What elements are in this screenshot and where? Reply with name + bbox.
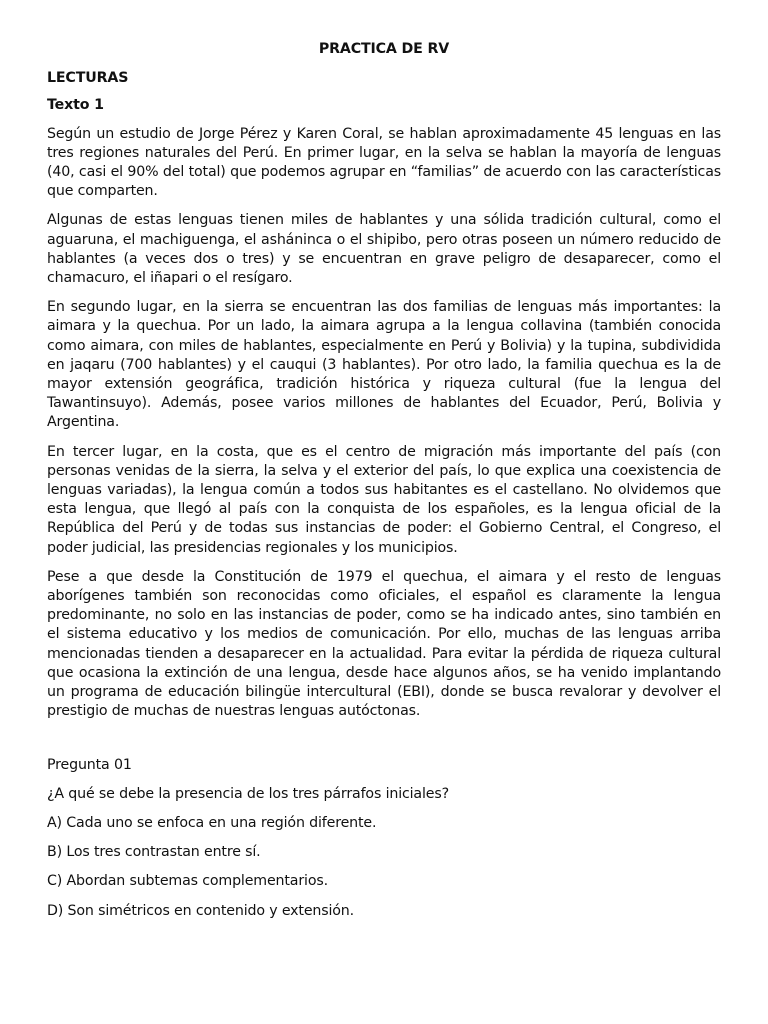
paragraph: En tercer lugar, en la costa, que es el centro de migración más importante del país (con personas venidas de la sierra, la selva y el exterior del país, lo que explica una coexistencia de lenguas variadas), la lengua común a todos sus habitantes es el castellano. No olvidemos que esta lengua, que llegó al país con la conquista de los españoles, es la lengua oficial de la República del Perú y de todas sus instancias de poder: el Gobierno Central, el Congreso, el poder judicial, las presidencias regionales y los municipios. xyxy=(47,443,721,556)
answer-option-b: B) Los tres contrastan entre sí. xyxy=(47,844,261,861)
question-prompt: ¿A qué se debe la presencia de los tres párrafos iniciales? xyxy=(47,785,449,802)
question-label: Pregunta 01 xyxy=(47,756,132,773)
paragraph: Algunas de estas lenguas tienen miles de hablantes y una sólida tradición cultural, como el aguaruna, el machiguenga, el asháninca o el shipibo, pero otras poseen un número reducido de hablantes (a veces dos o tres) y se encuentran en grave peligro de desaparecer, como el chamacuro, el iñapari o el resígaro. xyxy=(47,212,721,287)
answer-option-a: A) Cada uno se enfoca en una región diferente. xyxy=(47,814,377,831)
document-page xyxy=(47,40,721,931)
paragraph: Pese a que desde la Constitución de 1979 el quechua, el aimara y el resto de lenguas aborígenes también son reconocidas como oficiales, el español es claramente la lengua predominante, no solo en las instancias de poder, como se ha indicado antes, sino también en el sistema educativo y los medios de comunicación. Por ello, muchas de las lenguas arriba mencionadas tienden a desaparecer en la actualidad. Para evitar la pérdida de riqueza cultural que ocasiona la extinción de una lengua, desde hace algunos años, se ha venido implantando un programa de educación bilingüe intercultural (EBI), donde se busca revalorar y devolver el prestigio de muchas de nuestras lenguas autóctonas. xyxy=(47,568,721,720)
answer-option-c: C) Abordan subtemas complementarios. xyxy=(47,873,328,890)
paragraph: Según un estudio de Jorge Pérez y Karen Coral, se hablan aproximadamente 45 lenguas en las tres regiones naturales del Perú. En primer lugar, en la selva se hablan la mayoría de lenguas (40, casi el 90% del total) que podemos agrupar en “familias” de acuerdo con las características que comparten. xyxy=(47,125,721,200)
paragraph: En segundo lugar, en la sierra se encuentran las dos familias de lenguas más importantes: la aimara y la quechua. Por un lado, la aimara agrupa a la lengua collavina (también conocida como aimara, con miles de hablantes, especialmente en Perú y Bolivia) y la tupina, subdividida en jaqaru (700 hablantes) y el cauqui (3 hablantes). Por otro lado, la familia quechua es la de mayor extensión geográfica, tradición histórica y riqueza cultural (fue la lengua del Tawantinsuyo). Además, posee varios millones de hablantes del Ecuador, Perú, Bolivia y Argentina. xyxy=(47,299,721,431)
answer-option-d: D) Son simétricos en contenido y extensión. xyxy=(47,902,355,919)
section-heading: LECTURAS xyxy=(47,70,129,87)
question-block xyxy=(47,756,721,921)
text-heading: Texto 1 xyxy=(47,97,104,114)
document-title: PRACTICA DE RV xyxy=(318,41,450,57)
